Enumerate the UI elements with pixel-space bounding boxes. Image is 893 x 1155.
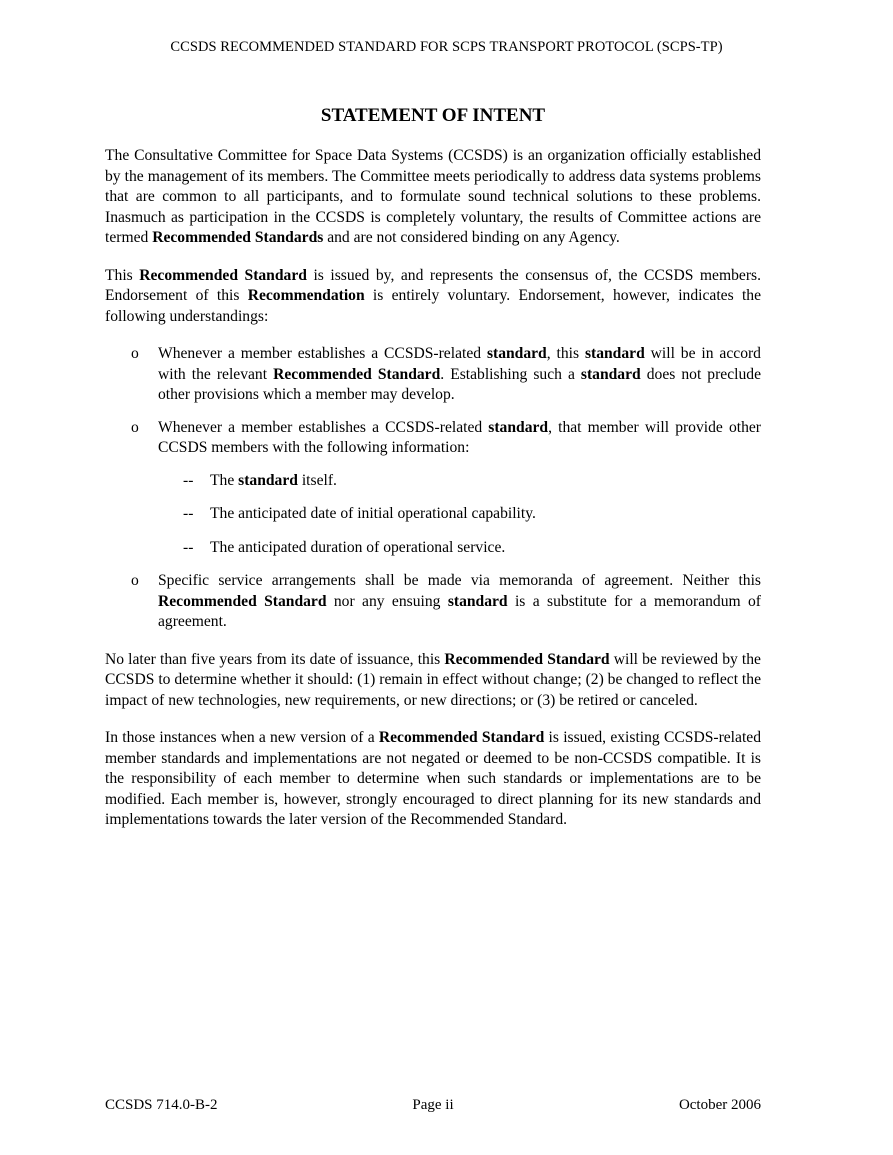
bullet-marker: o bbox=[131, 345, 139, 362]
issue-date: October 2006 bbox=[678, 1097, 761, 1113]
dash-marker: -- bbox=[183, 471, 194, 489]
bullet-marker: o bbox=[131, 572, 139, 589]
page-number: Page ii bbox=[412, 1097, 454, 1113]
bold-term: Recommendation bbox=[247, 287, 365, 304]
review-paragraph: No later than five years from its date of issuance, this Recommended Standard will be reviewed by the CCSDS to determine whether it should: (1) remain in effect without change; (2) be changed to reflect the impact of new technologies, new requirements, or new directions; or (3) be retired or canceled. bbox=[105, 650, 761, 709]
intro-paragraph: The Consultative Committee for Space Data Systems (CCSDS) is an organization officially established by the management of its members. The Committee meets periodically to address data systems problems that are common to all participants, and to formulate sound technical solutions to these problems. Inasmuch as participation in the CCSDS is completely voluntary, the results of Committee actions are termed Recommended Standards and are not considered binding on any Agency. bbox=[105, 147, 761, 246]
sub-list-item: -- The standard itself. bbox=[105, 471, 761, 492]
new-version-paragraph: In those instances when a new version of a Recommended Standard is issued, existing CCSDS-related member standards and implementations are not negated or deemed to be non-CCSDS compatible. It is the responsibility of each member to determine when such standards or implementations are to be modified. Each member is, however, strongly encouraged to direct planning for its new standards and implementations towards the later version of the Recommended Standard. bbox=[105, 729, 761, 828]
dash-marker: -- bbox=[183, 538, 194, 556]
endorsement-paragraph: This Recommended Standard is issued by, and represents the consensus of, the CCSDS members. Endorsement of this Recommendation is entirely voluntary. Endorsement, however, indicates the following understandings: bbox=[105, 266, 761, 325]
bold-term: Recommended Standard bbox=[378, 729, 545, 746]
list-item: o Specific service arrangements shall be made via memoranda of agreement. Neither this Recommended Standard nor any ensuing standard is a substitute for a memorandum of agreement. bbox=[131, 572, 761, 630]
bold-term: Recommended Standard bbox=[139, 266, 307, 284]
list-item: o Whenever a member establishes a CCSDS-related standard, this standard will be in accord with the relevant Recommended Standard. Establishing such a standard does not preclude other provisions which a member may develop. bbox=[131, 345, 761, 403]
bullet-marker: o bbox=[131, 418, 139, 436]
page-title: STATEMENT OF INTENT bbox=[320, 105, 546, 126]
sub-list-item: -- The anticipated date of initial operational capability. bbox=[105, 504, 761, 525]
running-header bbox=[0, 39, 893, 56]
sub-list-item: -- The anticipated duration of operational service. bbox=[105, 538, 761, 559]
page-footer bbox=[105, 1097, 761, 1117]
running-header-text: CCSDS RECOMMENDED STANDARD FOR SCPS TRANSPORT PROTOCOL (SCPS-TP) bbox=[170, 39, 723, 55]
document-body bbox=[105, 146, 761, 848]
list-item: o Whenever a member establishes a CCSDS-related standard, that member will provide other CCSDS members with the following information: bbox=[131, 418, 761, 456]
bold-term: Recommended Standards bbox=[152, 229, 324, 246]
bold-term: Recommended Standard bbox=[444, 650, 610, 668]
document-id: CCSDS 714.0-B-2 bbox=[105, 1097, 218, 1113]
dash-marker: -- bbox=[183, 505, 194, 522]
